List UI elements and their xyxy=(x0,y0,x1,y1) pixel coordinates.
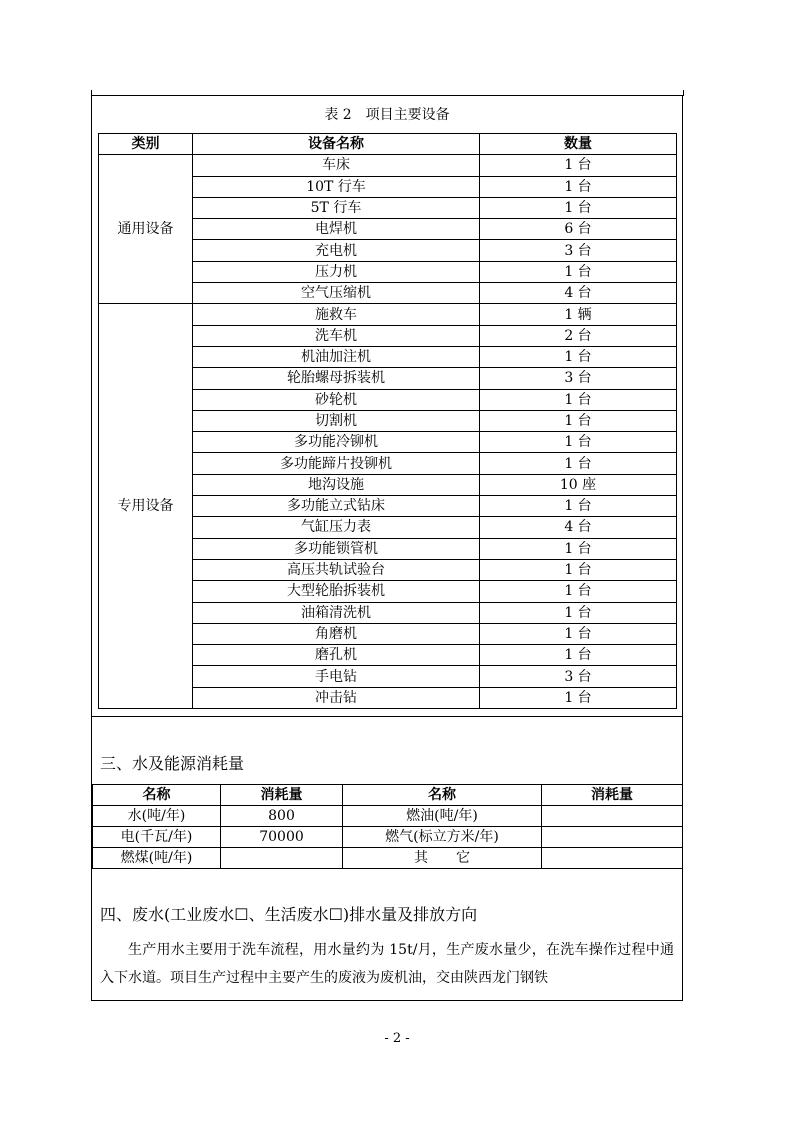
energy-amount-cell xyxy=(542,806,683,827)
quantity-cell: 1 台 xyxy=(480,432,677,453)
equipment-name-cell: 多功能立式钻床 xyxy=(193,496,480,517)
equipment-name-cell: 多功能锁管机 xyxy=(193,538,480,559)
quantity-cell: 1 台 xyxy=(480,453,677,474)
equipment-name-cell: 电焊机 xyxy=(193,219,480,240)
equipment-name-cell: 角磨机 xyxy=(193,623,480,644)
quantity-cell: 1 台 xyxy=(480,155,677,176)
quantity-cell: 10 座 xyxy=(480,474,677,495)
equipment-name-cell: 车床 xyxy=(193,155,480,176)
quantity-cell: 3 台 xyxy=(480,666,677,687)
section3-title: 三、水及能源消耗量 xyxy=(100,754,245,773)
table-row xyxy=(93,806,683,827)
header-quantity: 数量 xyxy=(480,134,677,155)
equipment-table-body xyxy=(99,155,677,709)
equipment-name-cell: 施救车 xyxy=(193,304,480,325)
energy-amount-cell: 800 xyxy=(221,806,343,827)
table-row xyxy=(99,304,677,325)
equipment-name-cell: 机油加注机 xyxy=(193,346,480,367)
quantity-cell: 3 台 xyxy=(480,240,677,261)
energy-name-cell: 燃煤(吨/年) xyxy=(93,848,221,869)
equipment-name-cell: 油箱清洗机 xyxy=(193,602,480,623)
energy-header-amount-2: 消耗量 xyxy=(542,785,683,806)
quantity-cell: 1 台 xyxy=(480,197,677,218)
equipment-name-cell: 磨孔机 xyxy=(193,645,480,666)
page-frame xyxy=(91,95,683,1001)
quantity-cell: 2 台 xyxy=(480,325,677,346)
equipment-table xyxy=(98,133,677,709)
quantity-cell: 1 台 xyxy=(480,687,677,708)
quantity-cell: 1 台 xyxy=(480,261,677,282)
quantity-cell: 1 台 xyxy=(480,176,677,197)
table-title: 表 2 项目主要设备 xyxy=(324,107,450,123)
quantity-cell: 1 台 xyxy=(480,410,677,431)
energy-header-amount-1: 消耗量 xyxy=(221,785,343,806)
quantity-cell: 1 台 xyxy=(480,559,677,580)
page-number: - 2 - xyxy=(384,1031,410,1046)
equipment-name-cell: 空气压缩机 xyxy=(193,283,480,304)
table-row xyxy=(93,848,683,869)
quantity-cell: 1 台 xyxy=(480,581,677,602)
section4-paragraph: 生产用水主要用于洗车流程，用水量约为 15t/月，生产废水量少，在洗车操作过程中通入下水道。项目生产过程中主要产生的废液为废机油，交由陕西龙门钢铁 xyxy=(100,942,674,986)
energy-header-name-2: 名称 xyxy=(343,785,542,806)
equipment-name-cell: 大型轮胎拆装机 xyxy=(193,581,480,602)
equipment-name-cell: 高压共轨试验台 xyxy=(193,559,480,580)
category-cell: 通用设备 xyxy=(99,155,193,304)
quantity-cell: 1 台 xyxy=(480,645,677,666)
energy-name-cell: 燃油(吨/年) xyxy=(343,806,542,827)
energy-name-cell: 燃气(标立方米/年) xyxy=(343,827,542,848)
quantity-cell: 1 台 xyxy=(480,496,677,517)
equipment-name-cell: 5T 行车 xyxy=(193,197,480,218)
energy-header-name-1: 名称 xyxy=(93,785,221,806)
quantity-cell: 1 台 xyxy=(480,602,677,623)
quantity-cell: 4 台 xyxy=(480,517,677,538)
equipment-name-cell: 充电机 xyxy=(193,240,480,261)
energy-name-cell: 其 它 xyxy=(343,848,542,869)
equipment-name-cell: 气缸压力表 xyxy=(193,517,480,538)
quantity-cell: 3 台 xyxy=(480,368,677,389)
quantity-cell: 1 台 xyxy=(480,623,677,644)
energy-table-body xyxy=(93,806,683,869)
table-row xyxy=(99,155,677,176)
quantity-cell: 1 台 xyxy=(480,538,677,559)
equipment-name-cell: 手电钻 xyxy=(193,666,480,687)
equipment-name-cell: 洗车机 xyxy=(193,325,480,346)
equipment-name-cell: 冲击钻 xyxy=(193,687,480,708)
energy-name-cell: 电(千瓦/年) xyxy=(93,827,221,848)
equipment-name-cell: 多功能冷铆机 xyxy=(193,432,480,453)
equipment-name-cell: 10T 行车 xyxy=(193,176,480,197)
energy-amount-cell xyxy=(221,848,343,869)
equipment-name-cell: 切割机 xyxy=(193,410,480,431)
header-category: 类别 xyxy=(99,134,193,155)
energy-amount-cell xyxy=(542,827,683,848)
quantity-cell: 1 辆 xyxy=(480,304,677,325)
table-row xyxy=(93,827,683,848)
section4-title: 四、废水(工业废水☐、生活废水☐)排水量及排放方向 xyxy=(100,905,478,924)
energy-name-cell: 水(吨/年) xyxy=(93,806,221,827)
header-equipment-name: 设备名称 xyxy=(193,134,480,155)
equipment-name-cell: 砂轮机 xyxy=(193,389,480,410)
crop-mark xyxy=(683,90,684,96)
equipment-name-cell: 多功能蹄片投铆机 xyxy=(193,453,480,474)
section-divider xyxy=(92,716,682,717)
equipment-name-cell: 轮胎螺母拆装机 xyxy=(193,368,480,389)
equipment-name-cell: 压力机 xyxy=(193,261,480,282)
equipment-name-cell: 地沟设施 xyxy=(193,474,480,495)
category-cell: 专用设备 xyxy=(99,304,193,709)
quantity-cell: 4 台 xyxy=(480,283,677,304)
quantity-cell: 1 台 xyxy=(480,389,677,410)
energy-amount-cell: 70000 xyxy=(221,827,343,848)
energy-table xyxy=(92,784,683,869)
energy-amount-cell xyxy=(542,848,683,869)
quantity-cell: 6 台 xyxy=(480,219,677,240)
quantity-cell: 1 台 xyxy=(480,346,677,367)
